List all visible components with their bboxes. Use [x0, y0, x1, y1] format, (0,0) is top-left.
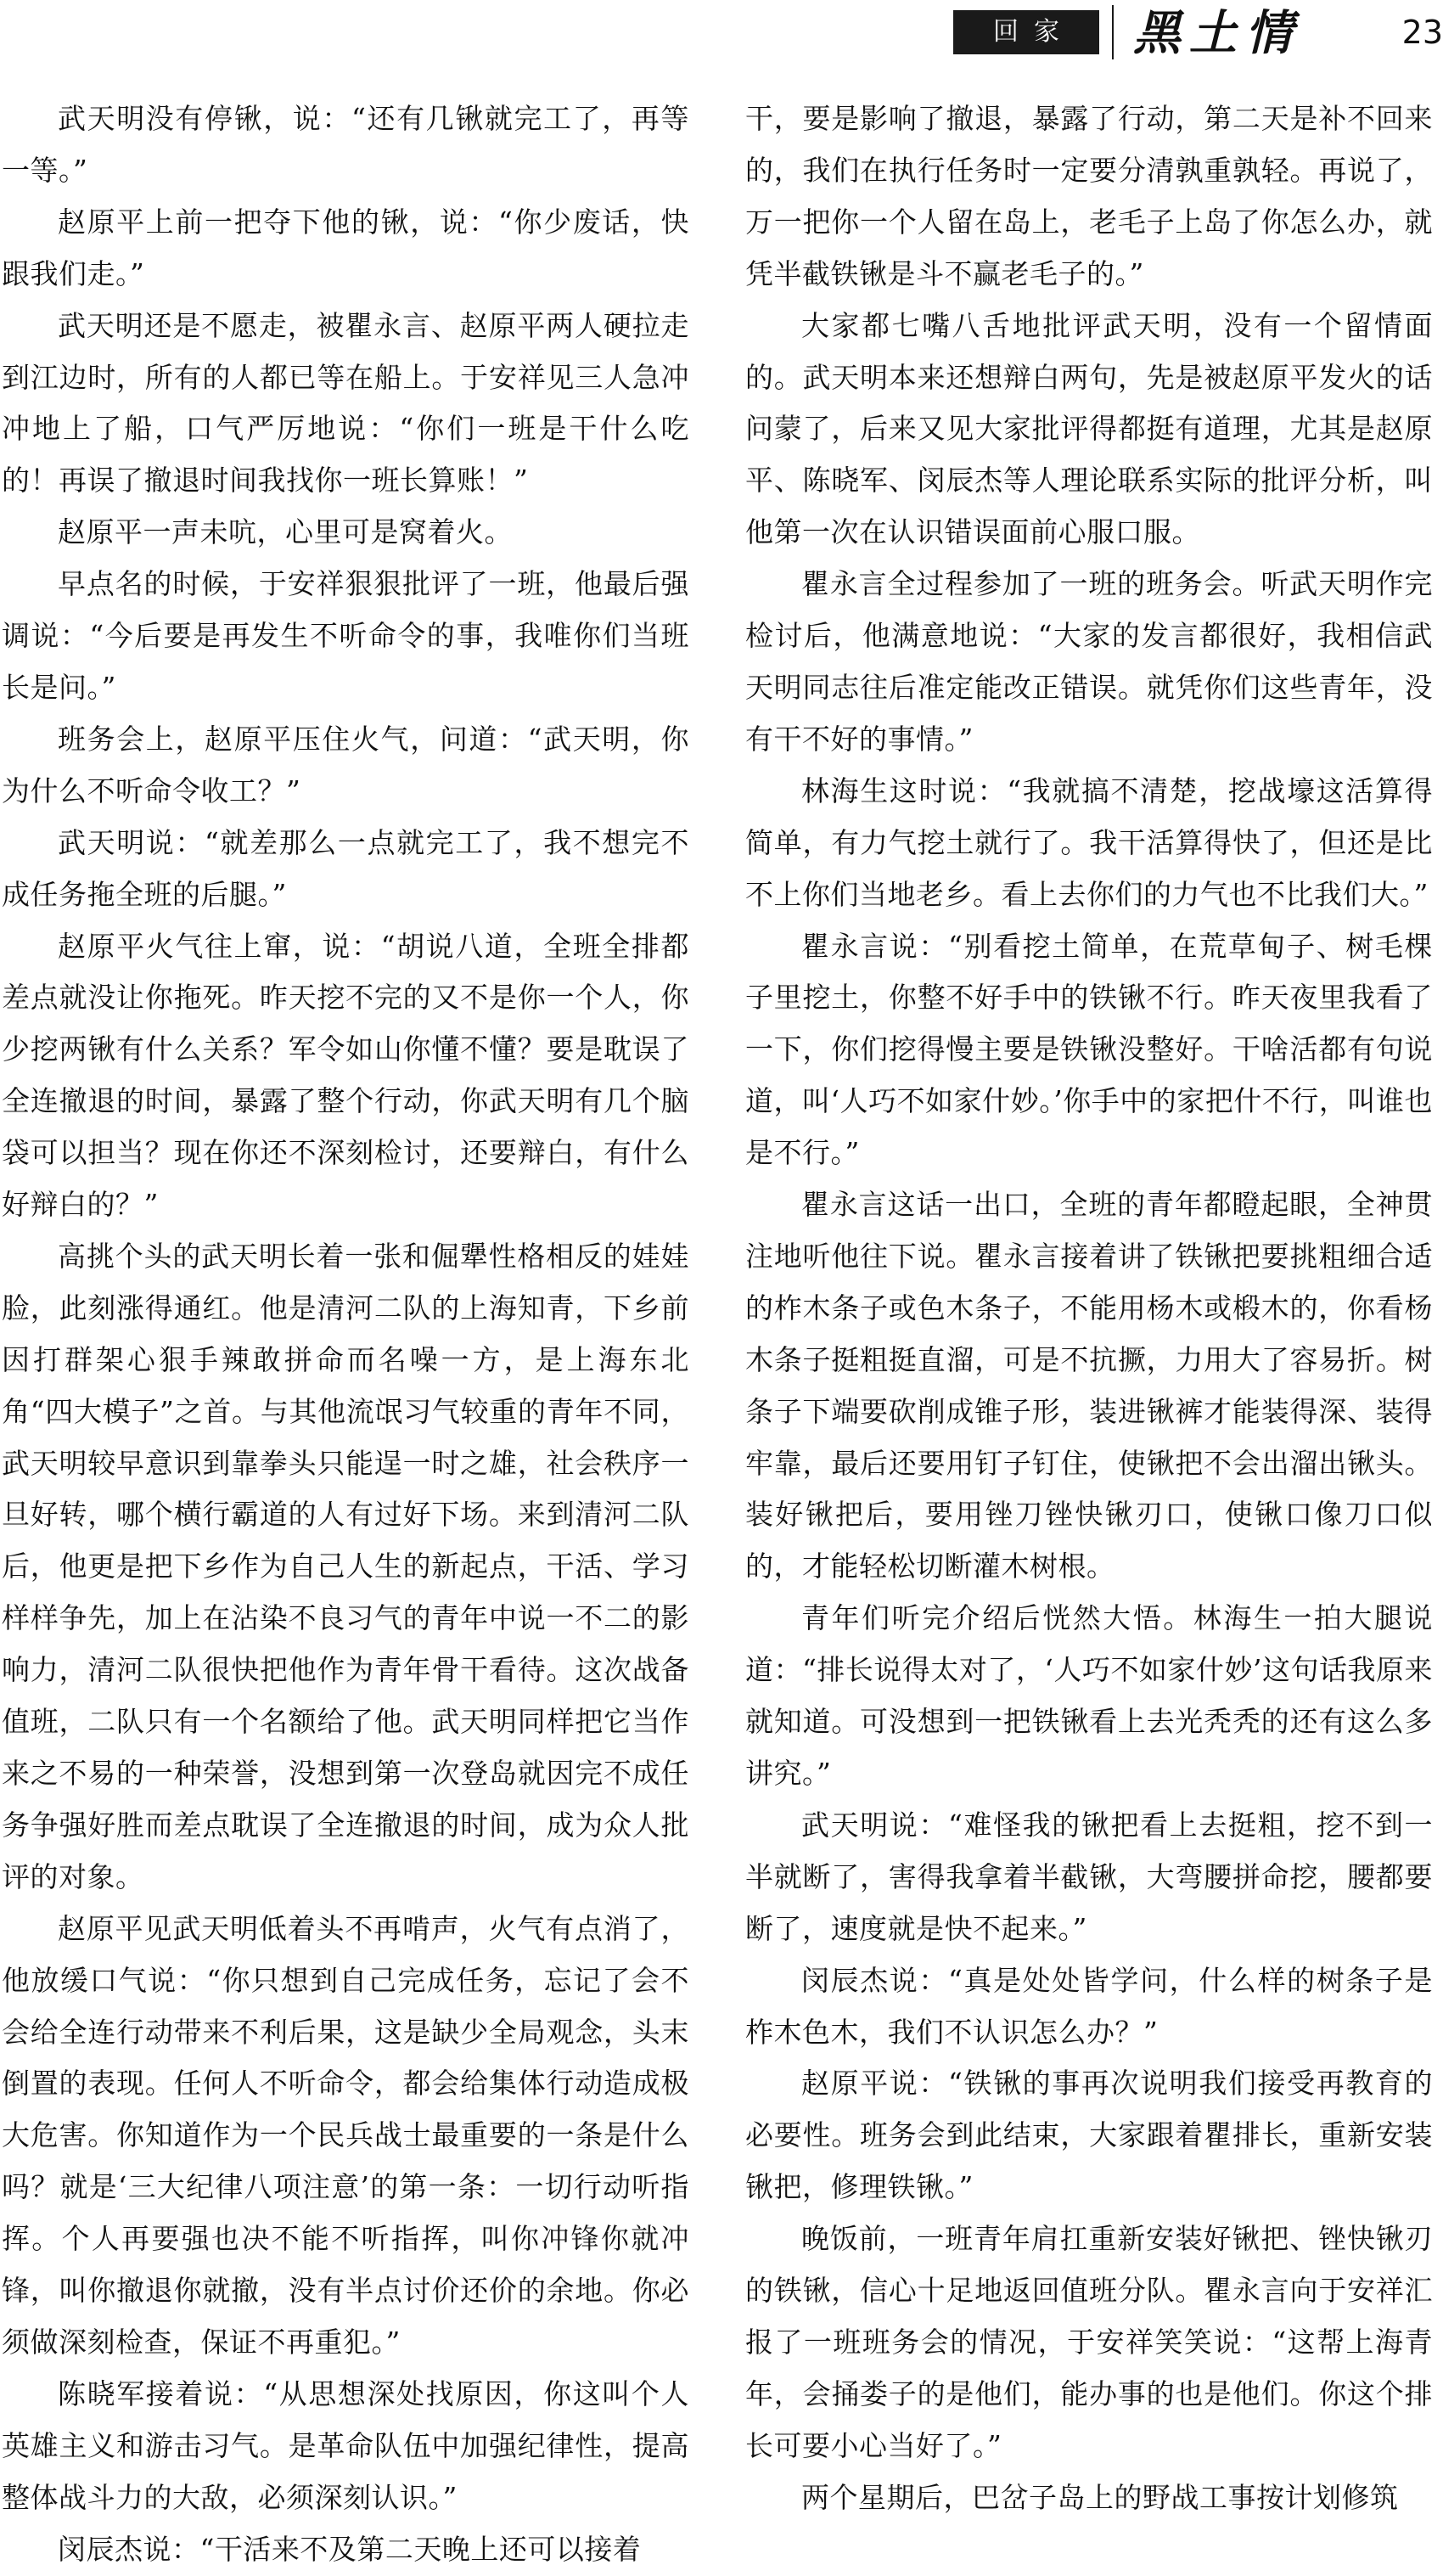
paragraph: 陈晓军接着说：“从思想深处找原因，你这叫个人英雄主义和游击习气。是革命队伍中加强纪律性，提高整体战斗力的大敌，必须深刻认识。” — [2, 2376, 689, 2514]
paragraph: 两个星期后，巴岔子岛上的野战工事按计划修筑 — [801, 2480, 1399, 2514]
paragraph-continued: 干，要是影响了撤退，暴露了行动，第二天是补不回来的，我们在执行任务时一定要分清孰重孰轻。再说了，万一把你一个人留在岛上，老毛子上岛了你怎么办，就凭半截铁锹是斗不赢老毛子的。” — [745, 102, 1433, 290]
paragraph: 早点名的时候，于安祥狠狠批评了一班，他最后强调说：“今后要是再发生不听命令的事，我唯你们当班长是问。” — [2, 567, 689, 704]
paragraph: 武天明还是不愿走，被瞿永言、赵原平两人硬拉走到江边时，所有的人都已等在船上。于安祥见三人急冲冲地上了船，口气严厉地说：“你们一班是干什么吃的！再误了撤退时间我找你一班长算账！” — [2, 308, 689, 498]
paragraph: 青年们听完介绍后恍然大悟。林海生一拍大腿说道：“排长说得太对了，‘人巧不如家什妙’这句话我原来就知道。可没想到一把铁锹看上去光秃秃的还有这么多讲究。” — [745, 1601, 1433, 1790]
paragraph: 瞿永言说：“别看挖土简单，在荒草甸子、树毛棵子里挖土，你整不好手中的铁锹不行。昨天夜里我看了一下，你们挖得慢主要是铁锹没整好。干啥活都有句说道，叫‘人巧不如家什妙。’你手中的家把什不行，叫谁也是不行。” — [745, 929, 1433, 1170]
paragraph: 赵原平说：“铁锹的事再次说明我们接受再教育的必要性。班务会到此结束，大家跟着瞿排长，重新安装锹把，修理铁锹。” — [745, 2067, 1433, 2204]
section-label: 回家 — [953, 10, 1099, 54]
paragraph: 林海生这时说：“我就搞不清楚，挖战壕这活算得简单，有力气挖土就行了。我干活算得快了，但还是比不上你们当地老乡。看上去你们的力气也不比我们大。” — [745, 773, 1433, 911]
header-divider — [1112, 5, 1114, 59]
paragraph: 晚饭前，一班青年肩扛重新安装好锹把、锉快锹刃的铁锹，信心十足地返回值班分队。瞿永言向于安祥汇报了一班班务会的情况，于安祥笑笑说：“这帮上海青年，会捅娄子的是他们，能办事的也是他们。你这个排长可要小心当好了。” — [745, 2222, 1433, 2462]
paragraph: 闵辰杰说：“干活来不及第二天晚上还可以接着 — [58, 2532, 642, 2566]
paragraph: 瞿永言这话一出口，全班的青年都瞪起眼，全神贯注地听他往下说。瞿永言接着讲了铁锹把要挑粗细合适的柞木条子或色木条子，不能用杨木或椴木的，你看杨木条子挺粗挺直溜，可是不抗撅，力用大了容易折。树条子下端要砍削成锥子形，装进锹裤才能装得深、装得牢靠，最后还要用钉子钉住，使锹把不会出溜出锹头。装好锹把后，要用锉刀锉快锹刃口，使锹口像刀口似的，才能轻松切断灌木树根。 — [745, 1188, 1433, 1583]
page-header — [0, 0, 1443, 68]
paragraph: 高挑个头的武天明长着一张和倔犟性格相反的娃娃脸，此刻涨得通红。他是清河二队的上海知青，下乡前因打群架心狠手辣敢拼命而名噪一方，是上海东北角“四大模子”之首。与其他流氓习气较重的青年不同，武天明较早意识到靠拳头只能逞一时之雄，社会秩序一旦好转，哪个横行霸道的人有过好下场。来到清河二队后，他更是把下乡作为自己人生的新起点，干活、学习样样争先，加上在沾染不良习气的青年中说一不二的影响力，清河二队很快把他作为青年骨干看待。这次战备值班，二队只有一个名额给了他。武天明同样把它当作来之不易的一种荣誉，没想到第一次登岛就因完不成任务争强好胜而差点耽误了全连撤退的时间，成为众人批评的对象。 — [2, 1239, 689, 1893]
paragraph: 瞿永言全过程参加了一班的班务会。听武天明作完检讨后，他满意地说：“大家的发言都很好，我相信武天明同志往后准定能改正错误。就凭你们这些青年，没有干不好的事情。” — [745, 567, 1433, 756]
paragraph: 大家都七嘴八舌地批评武天明，没有一个留情面的。武天明本来还想辩白两句，先是被赵原平发火的话问蒙了，后来又见大家批评得都挺有道理，尤其是赵原平、陈晓军、闵辰杰等人理论联系实际的批评分析，叫他第一次在认识错误面前心服口服。 — [745, 308, 1433, 549]
paragraph: 武天明说：“难怪我的锹把看上去挺粗，挖不到一半就断了，害得我拿着半截锹，大弯腰拼命挖，腰都要断了，速度就是快不起来。” — [745, 1808, 1433, 1945]
paragraph: 班务会上，赵原平压住火气，问道：“武天明，你为什么不听命令收工？” — [2, 722, 689, 807]
paragraph: 赵原平一声未吭，心里可是窝着火。 — [58, 515, 513, 549]
paragraph: 武天明没有停锹，说：“还有几锹就完工了，再等一等。” — [2, 102, 689, 187]
paragraph: 赵原平火气往上窜，说：“胡说八道，全班全排都差点就没让你拖死。昨天挖不完的又不是你一个人，你少挖两锹有什么关系？军令如山你懂不懂？要是耽误了全连撤退的时间，暴露了整个行动，你武天明有几个脑袋可以担当？现在你还不深刻检讨，还要辩白，有什么好辩白的？” — [2, 929, 689, 1222]
left-column — [2, 93, 689, 2566]
paragraph: 赵原平见武天明低着头不再啃声，火气有点消了，他放缓口气说：“你只想到自己完成任务，忘记了会不会给全连行动带来不利后果，这是缺少全局观念，头末倒置的表现。任何人不听命令，都会给集体行动造成极大危害。你知道作为一个民兵战士最重要的一条是什么吗？就是‘三大纪律八项注意’的第一条：一切行动听指挥。个人再要强也决不能不听指挥，叫你冲锋你就冲锋，叫你撤退你就撤，没有半点讨价还价的余地。你必须做深刻检查，保证不再重犯。” — [2, 1911, 689, 2359]
right-column — [745, 93, 1433, 2514]
paragraph: 武天明说：“就差那么一点就完工了，我不想完不成任务拖全班的后腿。” — [2, 825, 689, 911]
page-number: 23 — [1401, 14, 1443, 51]
paragraph: 闵辰杰说：“真是处处皆学问，什么样的树条子是柞木色木，我们不认识怎么办？” — [745, 1963, 1433, 2049]
paragraph: 赵原平上前一把夺下他的锹，说：“你少废话，快跟我们走。” — [2, 205, 689, 290]
magazine-title: 黑土情 — [1133, 5, 1301, 61]
